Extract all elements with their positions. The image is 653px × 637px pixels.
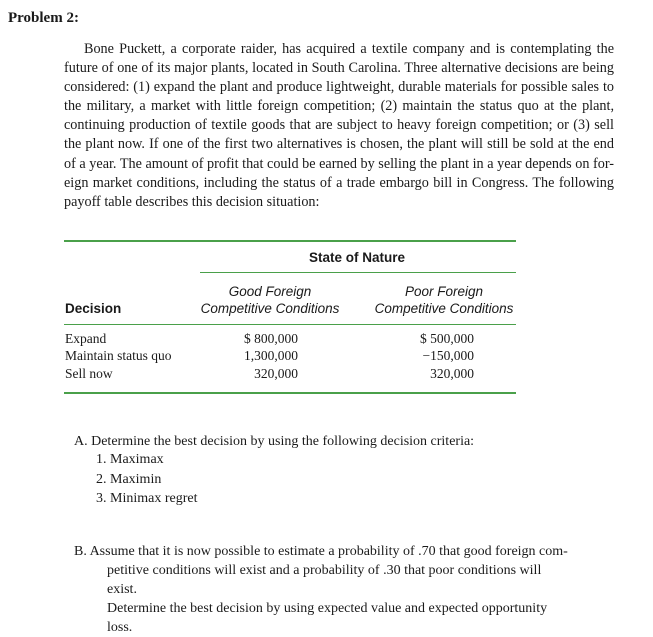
paragraph-line: Bone Puckett, a corporate raider, has acquired a textile company and is contemplating the	[84, 41, 614, 57]
criteria-item: 2. Maximin	[96, 471, 162, 487]
table-cell-poor: −150,000	[422, 348, 474, 364]
col-poor-header-line: Competitive Conditions	[374, 301, 514, 316]
paragraph-line: eign market conditions, including the status of a trade embargo bill in Congress. The following	[64, 174, 614, 191]
paragraph-line: of a year. The amount of profit that could be earned by selling the plant in a year depends on for-	[64, 155, 614, 172]
problem-paragraph	[64, 40, 614, 212]
question-b	[74, 542, 574, 637]
col-good-header-line: Good Foreign	[228, 284, 312, 299]
state-underline	[200, 272, 516, 273]
criteria-item: 3. Minimax regret	[96, 491, 198, 506]
header-rule	[64, 324, 516, 325]
paragraph-line: considered: (1) expand the plant and produce lightweight, durable materials for possible sales to	[64, 79, 614, 96]
table-cell-poor: 320,000	[430, 365, 474, 381]
state-of-nature-header: State of Nature	[308, 250, 406, 265]
paragraph-line: future of one of its major plants, located in South Carolina. Three alternative decisions are being	[64, 60, 614, 77]
paragraph-line: continuing production of textile goods that are subject to heavy foreign competition; or (3) sell	[64, 117, 614, 134]
paragraph-line: the plant now. If one of the first two alternatives is chosen, the plant will still be sold at the end	[64, 136, 614, 153]
poor-column	[410, 330, 474, 382]
table-cell-good: 320,000	[254, 365, 298, 381]
table-cell-decision: Maintain status quo	[65, 348, 172, 364]
decision-column	[65, 330, 172, 382]
question-b-line: B. Assume that it is now possible to estimate a probability of .70 that good foreign com-	[74, 544, 568, 559]
paragraph-line: payoff table describes this decision situation:	[64, 193, 320, 210]
table-cell-decision: Sell now	[65, 365, 113, 381]
decision-header: Decision	[65, 301, 122, 316]
paragraph-line: the military, a market with little foreign competition; (2) maintain the status quo at the plant,	[64, 98, 614, 115]
col-poor-header-line: Poor Foreign	[404, 284, 484, 299]
table-top-rule	[64, 240, 516, 242]
question-a-criteria	[96, 450, 197, 509]
good-column	[236, 330, 298, 382]
table-cell-good: $ 800,000	[244, 331, 298, 346]
question-b-line: petitive conditions will exist and a probability of .30 that poor conditions will exist.	[107, 563, 542, 597]
problem-title: Problem 2:	[8, 10, 79, 26]
table-cell-poor: $ 500,000	[420, 331, 474, 346]
question-a: A. Determine the best decision by using the following decision criteria:	[74, 434, 475, 449]
col-good-header-line: Competitive Conditions	[200, 301, 340, 316]
table-cell-good: 1,300,000	[244, 348, 298, 364]
question-b-line: Determine the best decision by using expected value and expected opportunity loss.	[107, 601, 548, 635]
col-poor-header	[370, 283, 518, 317]
table-cell-decision: Expand	[65, 331, 107, 346]
table-bottom-rule	[64, 392, 516, 394]
criteria-item: 1. Maximax	[96, 452, 164, 467]
col-good-header	[196, 283, 344, 317]
